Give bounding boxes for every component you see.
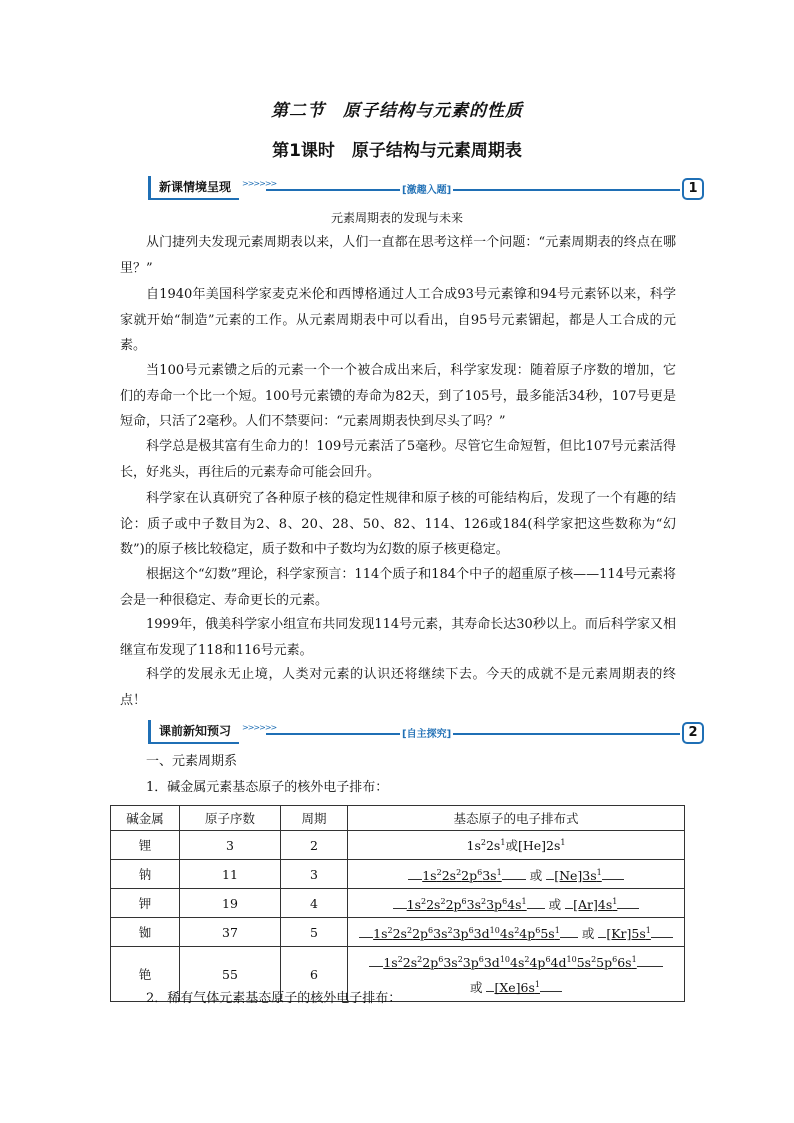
element-name: 铷: [111, 918, 180, 947]
electron-configuration: $1s^22s^22p^63s^23p^63d^{10}4s^24p^64d^{10}5s^25p^66s^1$ 或 $[Xe]6s^1$: [348, 947, 685, 1002]
column-header: 周期: [281, 806, 348, 831]
electron-configuration: $1s^22s^1$或$[He]2s^1$: [348, 831, 685, 860]
electron-configuration: $1s^22s^22p^63s^1$ 或 $[Ne]3s^1$: [348, 860, 685, 889]
column-header: 碱金属: [111, 806, 180, 831]
paragraph-1: 从门捷列夫发现元素周期表以来，人们一直都在思考这样一个问题：“元素周期表的终点在哪里？”: [120, 235, 676, 276]
banner-arrows: >>>>>>: [242, 723, 277, 732]
paragraph-3: 当100号元素镄之后的元素一个一个被合成出来后，科学家发现：随着原子序数的增加，它们的寿命一个比一个短。100号元素镄的寿命为82天，到了105号，最多能活34秒，107号更是短命，只活了2毫秒。人们不禁要问：“元素周期表快到尽头了吗？”: [120, 363, 676, 429]
banner-new-lesson: [148, 176, 704, 200]
table-row: [111, 831, 685, 860]
period: 4: [281, 889, 348, 918]
banner-center-label: [自主探究]: [400, 725, 453, 740]
heading-periodic-system: 一、元素周期系: [146, 754, 238, 769]
paragraph-4: 科学总是极其富有生命力的！109号元素活了5毫秒。尽管它生命短暂，但比107号元素活得长，好兆头，再往后的元素寿命可能会回升。: [120, 439, 676, 480]
item-1: 1．碱金属元素基态原子的核外电子排布：: [146, 780, 389, 795]
banner-line: [266, 733, 680, 735]
element-name: 锂: [111, 831, 180, 860]
banner-center-label: [激趣入题]: [400, 181, 453, 196]
element-name: 钠: [111, 860, 180, 889]
banner-number: 1: [682, 178, 704, 200]
electron-configuration: $1s^22s^22p^63s^23p^64s^1$ 或 $[Ar]4s^1$: [348, 889, 685, 918]
element-name: 铯: [111, 947, 180, 1002]
banner-preview: [148, 720, 704, 744]
period: 2: [281, 831, 348, 860]
period: 6: [281, 947, 348, 1002]
paragraph-6: 根据这个“幻数”理论，科学家预言：114个质子和184个中子的超重原子核——114号元素将会是一种很稳定、寿命更长的元素。: [120, 567, 676, 608]
banner-number: 2: [682, 722, 704, 744]
section-title: 第二节 原子结构与元素的性质: [271, 101, 523, 121]
period: 5: [281, 918, 348, 947]
period: 3: [281, 860, 348, 889]
banner-label: 新课情境呈现: [148, 176, 239, 200]
paragraph-7: 1999年，俄美科学家小组宣布共同发现114号元素，其寿命长达30秒以上。而后科学家又相继宣布发现了118和116号元素。: [120, 617, 676, 658]
column-header: 原子序数: [180, 806, 281, 831]
table-header-row: [111, 806, 685, 831]
lesson-title: 第1课时 原子结构与元素周期表: [272, 141, 522, 161]
paragraph-2: 自1940年美国科学家麦克米伦和西博格通过人工合成93号元素镎和94号元素钚以来，科学家就开始“制造”元素的工作。从元素周期表中可以看出，自95号元素镅起，都是人工合成的元素。: [120, 287, 676, 353]
table-row: [111, 860, 685, 889]
atomic-number: 3: [180, 831, 281, 860]
atomic-number: 37: [180, 918, 281, 947]
reading-title: 元素周期表的发现与未来: [330, 211, 463, 225]
banner-label: 课前新知预习: [148, 720, 239, 744]
item-2: 2．稀有气体元素基态原子的核外电子排布：: [146, 991, 402, 1006]
atomic-number: 19: [180, 889, 281, 918]
alkali-metal-table: [110, 805, 685, 1002]
atomic-number: 55: [180, 947, 281, 1002]
element-name: 钾: [111, 889, 180, 918]
banner-arrows: >>>>>>: [242, 179, 277, 188]
banner-line: [266, 189, 680, 191]
atomic-number: 11: [180, 860, 281, 889]
paragraph-8: 科学的发展永无止境，人类对元素的认识还将继续下去。今天的成就不是元素周期表的终点！: [120, 667, 676, 708]
electron-configuration: $1s^22s^22p^63s^23p^63d^{10}4s^24p^65s^1$ 或 $[Kr]5s^1$: [348, 918, 685, 947]
table-row: [111, 918, 685, 947]
table-row: [111, 889, 685, 918]
paragraph-5: 科学家在认真研究了各种原子核的稳定性规律和原子核的可能结构后，发现了一个有趣的结论：质子或中子数目为2、8、20、28、50、82、114、126或184(科学家把这些数称为“幻数”)的原子核比较稳定，质子数和中子数均为幻数的原子核更稳定。: [120, 491, 676, 557]
column-header: 基态原子的电子排布式: [348, 806, 685, 831]
